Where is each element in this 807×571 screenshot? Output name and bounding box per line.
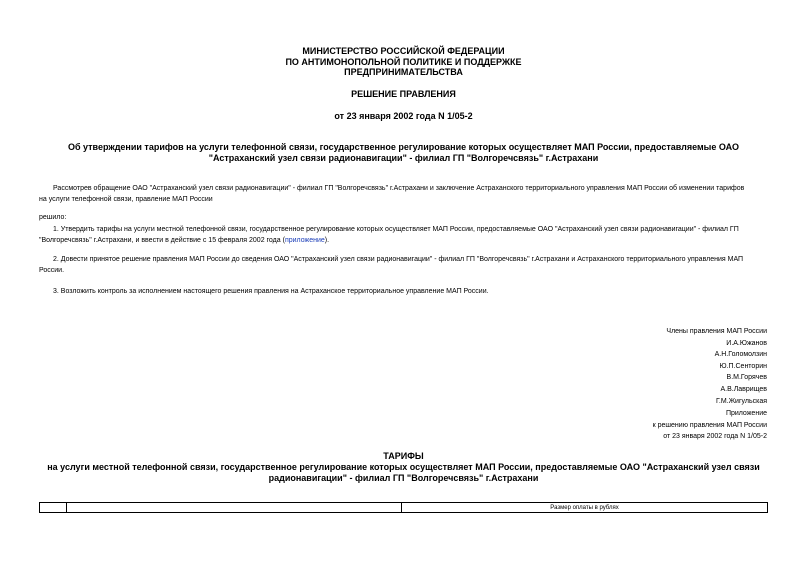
item-3: 3. Возложить контроль за исполнением настоящего решения правления на Астраханское территориальное управление МАП России. xyxy=(53,288,489,295)
ministry-line: ПО АНТИМОНОПОЛЬНОЙ ПОЛИТИКЕ И ПОДДЕРЖКЕ xyxy=(285,56,522,67)
tariffs-table xyxy=(39,502,768,513)
appendix-line: к решению правления МАП России xyxy=(652,421,767,429)
decided-label: решило: xyxy=(39,214,67,221)
ministry-header xyxy=(0,46,807,78)
doc-date-number: от 23 января 2002 года N 1/05-2 xyxy=(334,111,473,121)
intro-line: Рассмотрев обращение ОАО "Астраханский узел связи радионавигации" - филиал ГП "Волгоречсвязь" г.Астрахани и заключение Астраханского территориального управления МАП России об изменении тарифов xyxy=(53,185,745,192)
item-1-text: "Волгоречсвязь" г.Астрахани, и ввести в действие с 15 февраля 2002 года ( xyxy=(39,237,285,244)
item-2-line: 2. Довести принятое решение правления МАП России до сведения ОАО "Астраханский узел связи радионавигации" - филиал ГП "Волгоречсвязь" г.Астрахани и Астраханского территориального управления МАП xyxy=(53,256,744,263)
table-cell xyxy=(40,503,67,513)
signatory-name: Г.М.Жигульская xyxy=(715,397,767,405)
doc-subject xyxy=(0,142,807,163)
tariffs-subtitle-line: на услуги местной телефонной связи, государственное регулирование которых осуществляет МАП России, предоставляемые ОАО "Астраханский узел связи xyxy=(47,462,760,472)
signatures-title: Члены правления МАП России xyxy=(666,328,767,335)
signatory-name: А.В.Лаврищев xyxy=(720,385,767,393)
appendix-line: Приложение xyxy=(725,410,767,417)
tariffs-subtitle xyxy=(0,462,807,483)
intro-line: на услуги телефонной связи, правление МАП России xyxy=(39,196,213,203)
signatures-block xyxy=(666,326,767,407)
table-header-row xyxy=(40,503,768,513)
item-1-line xyxy=(39,235,779,246)
appendix-line: от 23 января 2002 года N 1/05-2 xyxy=(663,433,767,441)
appendix-link[interactable]: приложение xyxy=(284,237,325,244)
signatory-name: В.М.Горячев xyxy=(726,374,767,382)
signatory-name: А.Н.Голомолзин xyxy=(714,351,767,359)
item-2-line: России. xyxy=(39,267,65,274)
item-1-text-end: ). xyxy=(324,237,330,244)
tariffs-title: ТАРИФЫ xyxy=(383,451,424,461)
subject-line: Об утверждении тарифов на услуги телефонной связи, государственное регулирование которых осуществляет МАП России, предоставляемые ОАО xyxy=(67,142,740,152)
table-header-payment: Размер оплаты в рублях xyxy=(402,503,768,513)
item-2 xyxy=(39,254,779,276)
appendix-block xyxy=(653,408,767,443)
item-1-line: 1. Утвердить тарифы на услуги местной телефонной связи, государственное регулирование которых осуществляет МАП России, предоставляемые ОАО "Астраханский узел связи радионавигации" - филиал ГП xyxy=(53,226,739,233)
intro-paragraph xyxy=(39,183,779,205)
ministry-line: ПРЕДПРИНИМАТЕЛЬСТВА xyxy=(344,67,463,77)
item-1 xyxy=(39,224,779,246)
tariffs-subtitle-line: радионавигации" - филиал ГП "Волгоречсвязь" г.Астрахани xyxy=(268,472,539,483)
subject-line: "Астраханский узел связи радионавигации" - филиал ГП "Волгоречсвязь" г.Астрахани xyxy=(208,152,599,163)
ministry-line: МИНИСТЕРСТВО РОССИЙСКОЙ ФЕДЕРАЦИИ xyxy=(302,46,505,56)
table-cell xyxy=(67,503,402,513)
signatory-name: И.А.Южанов xyxy=(726,339,767,347)
doc-type: РЕШЕНИЕ ПРАВЛЕНИЯ xyxy=(351,89,456,99)
signatory-name: Ю.П.Сенторин xyxy=(719,362,767,370)
